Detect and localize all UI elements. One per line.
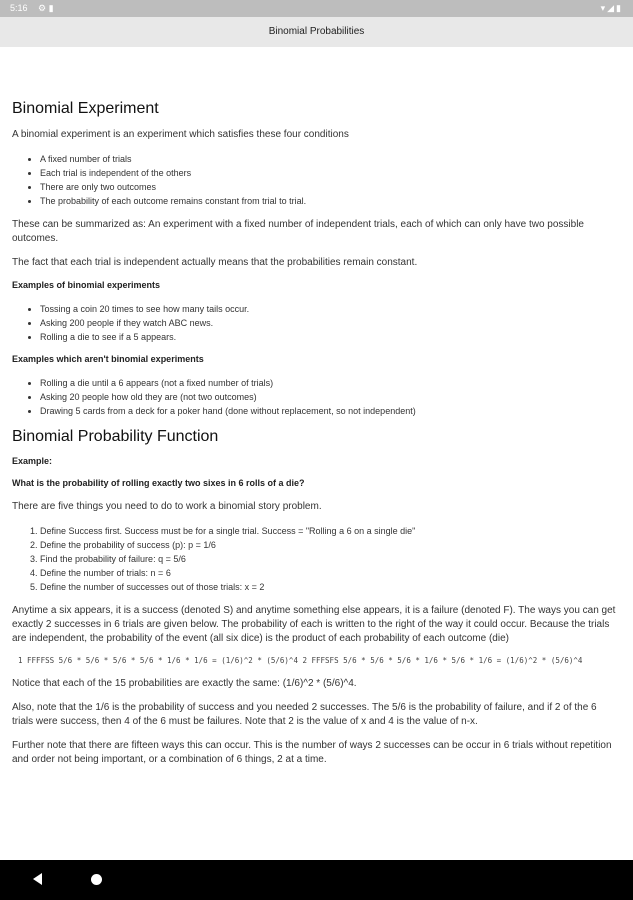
example-question: What is the probability of rolling exactly two sixes in 6 rolls of a die? — [12, 478, 305, 488]
summary-paragraph: These can be summarized as: An experiment with a fixed number of independent trials, each of which can only have two possible outcomes. — [12, 219, 584, 244]
article-content[interactable] — [12, 90, 618, 777]
home-icon[interactable] — [91, 874, 102, 885]
list-item: • A fixed number of trials — [40, 152, 618, 166]
example-label: Example: — [12, 456, 53, 466]
status-time: 5:16 — [10, 3, 28, 13]
anytime-paragraph: Anytime a six appears, it is a success (denoted S) and anytime something else appears, it is a failure (denoted F). The ways you can get exactly 2 successes in 6 trials are given below. The probability of each is written to the right of the way it could occur. Because the trials are independent, the probability of the event (all six dice) is the product of each probability of each outcome (die) — [12, 605, 616, 644]
independence-paragraph: The fact that each trial is independent actually means that the probabilities remain constant. — [12, 257, 418, 268]
non-examples-heading: Examples which aren't binomial experiments — [12, 354, 204, 364]
examples-heading: Examples of binomial experiments — [12, 280, 161, 290]
notice-paragraph: Notice that each of the 15 probabilities are exactly the same: (1/6)^2 * (5/6)^4. — [12, 678, 357, 689]
list-item: • Asking 200 people if they watch ABC news. — [40, 316, 618, 330]
non-examples-list — [12, 376, 618, 418]
list-item: • The probability of each outcome remains constant from trial to trial. — [40, 194, 618, 208]
navigation-bar — [0, 860, 633, 900]
list-item: • Rolling a die until a 6 appears (not a fixed number of trials) — [40, 376, 618, 390]
steps-intro-paragraph: There are five things you need to do to work a binomial story problem. — [12, 501, 322, 512]
examples-list — [12, 302, 618, 344]
list-item: • Each trial is independent of the others — [40, 166, 618, 180]
also-paragraph: Also, note that the 1/6 is the probability of success and you needed 2 successes. The 5/6 is the probability of failure, and if 2 of the 6 trials were success, then 4 of the 6 must be failures. Note that 2 is the value of x and 4 is the value of n-x. — [12, 702, 597, 727]
section-title-binomial-experiment: Binomial Experiment — [12, 100, 159, 117]
list-item: 1. Define Success first. Success must be for a single trial. Success = "Rolling a 6 on a single die" — [40, 524, 618, 538]
list-item: 2. Define the probability of success (p): p = 1/6 — [40, 538, 618, 552]
app-bar-title: Binomial Probabilities — [268, 26, 365, 37]
list-item: • Drawing 5 cards from a deck for a poker hand (done without replacement, so not independent) — [40, 404, 618, 418]
list-item: 3. Find the probability of failure: q = 5/6 — [40, 552, 618, 566]
conditions-list — [12, 152, 618, 208]
status-bar — [0, 0, 633, 17]
list-item: • Rolling a die to see if a 5 appears. — [40, 330, 618, 344]
list-item: 4. Define the number of trials: n = 6 — [40, 566, 618, 580]
app-bar — [0, 17, 633, 47]
list-item: • Tossing a coin 20 times to see how many tails occur. — [40, 302, 618, 316]
section-title-binomial-probability-function: Binomial Probability Function — [12, 428, 219, 445]
list-item: • Asking 20 people how old they are (not two outcomes) — [40, 390, 618, 404]
status-settings-icon: ⚙ ▮ — [38, 3, 54, 13]
intro-paragraph: A binomial experiment is an experiment which satisfies these four conditions — [12, 129, 349, 140]
list-item: 5. Define the number of successes out of those trials: x = 2 — [40, 580, 618, 594]
steps-list — [12, 524, 618, 594]
outcomes-code-block[interactable]: 1 FFFFSS 5/6 * 5/6 * 5/6 * 5/6 * 1/6 * 1/6 = (1/6)^2 * (5/6)^4 2 FFFSFS 5/6 * 5/6 * 5/6 * 1/6 * 5/6 * 1/6 = (1/6)^2 * (5/6)^4 — [18, 656, 583, 665]
list-item: • There are only two outcomes — [40, 180, 618, 194]
further-paragraph: Further note that there are fifteen ways this can occur. This is the number of ways 2 successes can be occur in 6 trials without repetition and order not being important, or a combination of 6 things, 2 at a time. — [12, 740, 612, 765]
back-icon[interactable] — [33, 873, 42, 885]
status-signal-battery-icon: ▾◢▮ — [600, 3, 623, 13]
